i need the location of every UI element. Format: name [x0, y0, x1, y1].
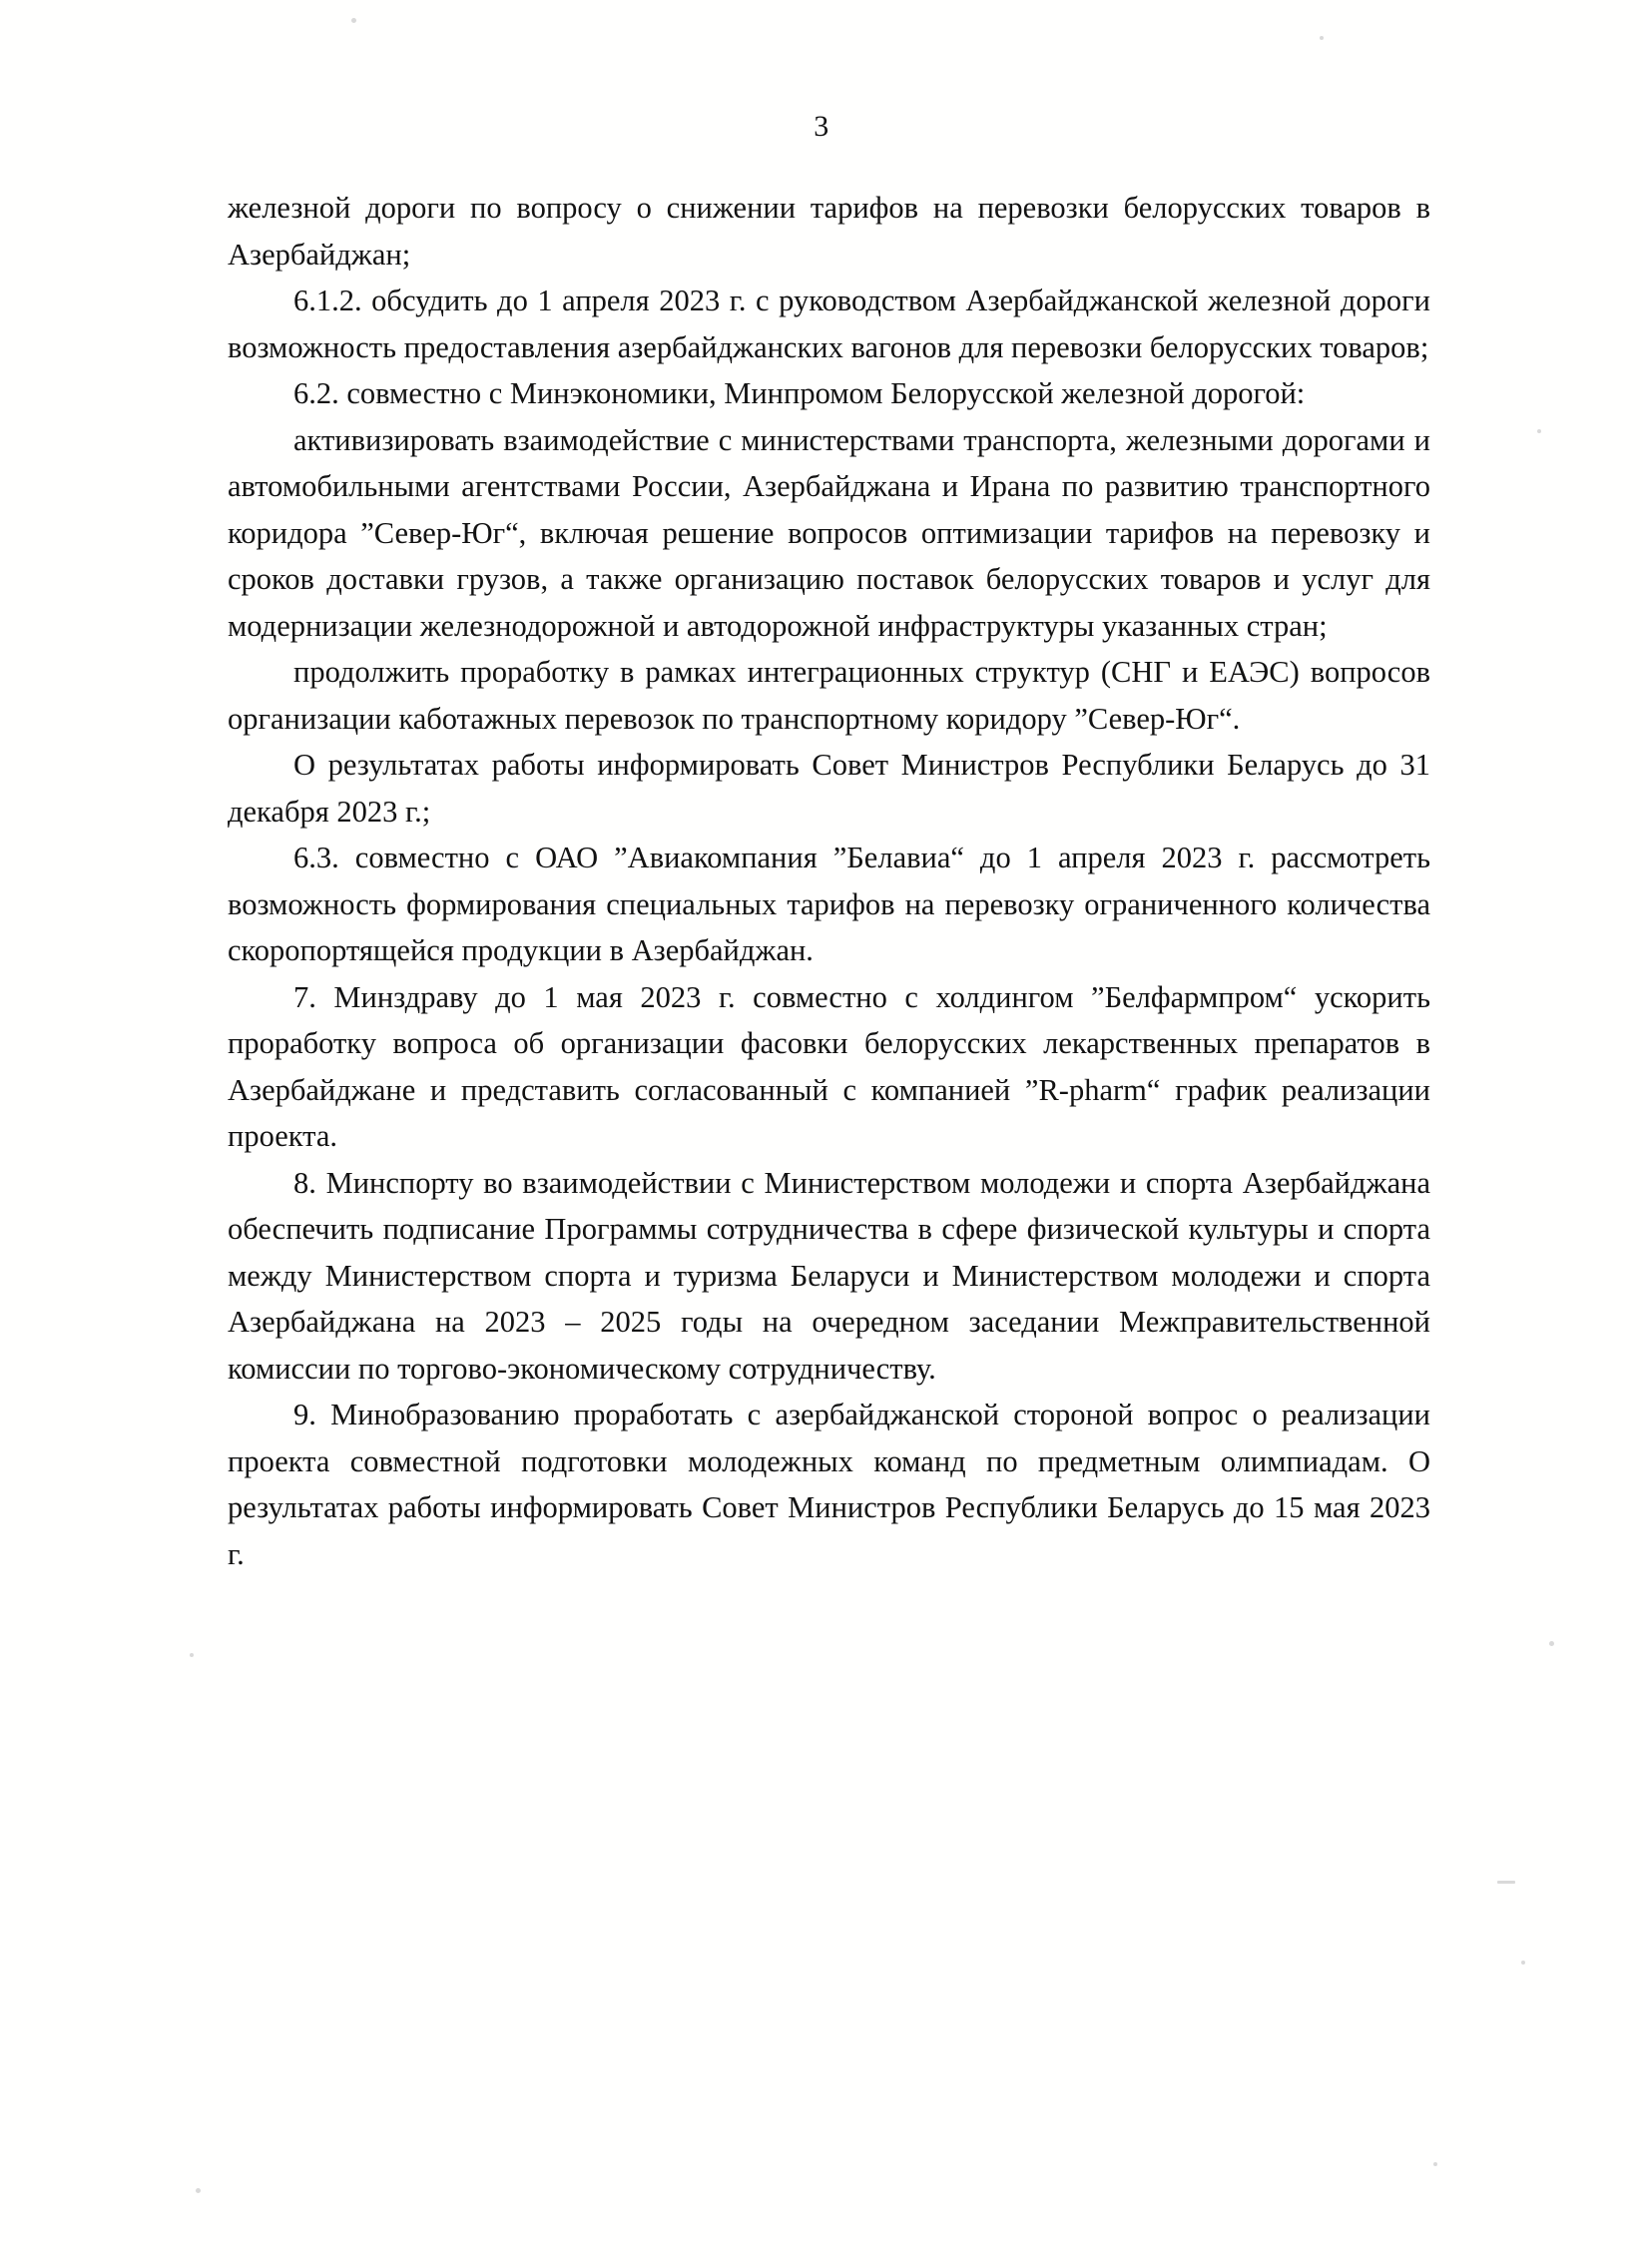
paragraph-9: 9. Минобразованию проработать с азербайджанской стороной вопрос о реализации проекта совместной подготовки молодежных команд по предметным олимпиадам. О результатах работы информировать Совет Министров Республики Беларусь до 15 мая 2023 г. [228, 1398, 1430, 1571]
paragraph-8: 8. Минспорту во взаимодействии с Министерством молодежи и спорта Азербайджана обеспечить подписание Программы сотрудничества в сфере физической культуры и спорта между Министерством спорта и туризма Беларуси и Министерством молодежи и спорта Азербайджана на 2023 – 2025 годы на очередном заседании Межправительственной комиссии по торгово-экономическому сотрудничеству. [228, 1165, 1430, 1386]
document-body [228, 185, 1430, 1577]
scan-speck [1521, 1961, 1525, 1965]
paragraph-6-2-continue: продолжить проработку в рамках интеграционных структур (СНГ и ЕАЭС) вопросов организации каботажных перевозок по транспортному коридору ”Север-Юг“. [228, 655, 1430, 736]
paragraph-6-2-activate: активизировать взаимодействие с министерствами транспорта, железными дорогами и автомобильными агентствами России, Азербайджана и Ирана по развитию транспортного коридора ”Север-Юг“, включая решение вопросов оптимизации тарифов на перевозку и сроков доставки грузов, а также организацию поставок белорусских товаров и услуг для модернизации железнодорожной и автодорожной инфраструктуры указанных стран; [228, 422, 1430, 643]
scan-speck [351, 18, 356, 23]
scan-speck [190, 1653, 194, 1657]
paragraph-7: 7. Минздраву до 1 мая 2023 г. совместно с холдингом ”Белфармпром“ ускорить проработку вопроса об организации фасовки белорусских лекарственных препаратов в Азербайджане и представить согласованный с компанией ”R-pharm“ график реализации проекта. [228, 979, 1430, 1153]
scan-speck [1320, 36, 1324, 40]
paragraph-continued: железной дороги по вопросу о снижении тарифов на перевозки белорусских товаров в Азербайджан; [228, 191, 1430, 272]
paragraph-report-results: О результатах работы информировать Совет Министров Республики Беларусь до 31 декабря 2023 г.; [228, 748, 1430, 829]
paragraph-6-1-2: 6.1.2. обсудить до 1 апреля 2023 г. с руководством Азербайджанской железной дороги возможность предоставления азербайджанских вагонов для перевозки белорусских товаров; [228, 284, 1430, 364]
scan-speck [1433, 2162, 1437, 2166]
scan-speck [1537, 429, 1541, 433]
paragraph-6-3: 6.3. совместно с ОАО ”Авиакомпания ”Белавиа“ до 1 апреля 2023 г. рассмотреть возможность формирования специальных тарифов на перевозку ограниченного количества скоропортящейся продукции в Азербайджан. [228, 841, 1430, 967]
scan-speck [1549, 1641, 1554, 1646]
scan-speck [196, 2188, 201, 2193]
page-number: 3 [814, 110, 829, 143]
paragraph-6-2: 6.2. совместно с Минэкономики, Минпромом Белорусской железной дорогой: [293, 376, 1306, 410]
scan-speck [1497, 1881, 1515, 1884]
